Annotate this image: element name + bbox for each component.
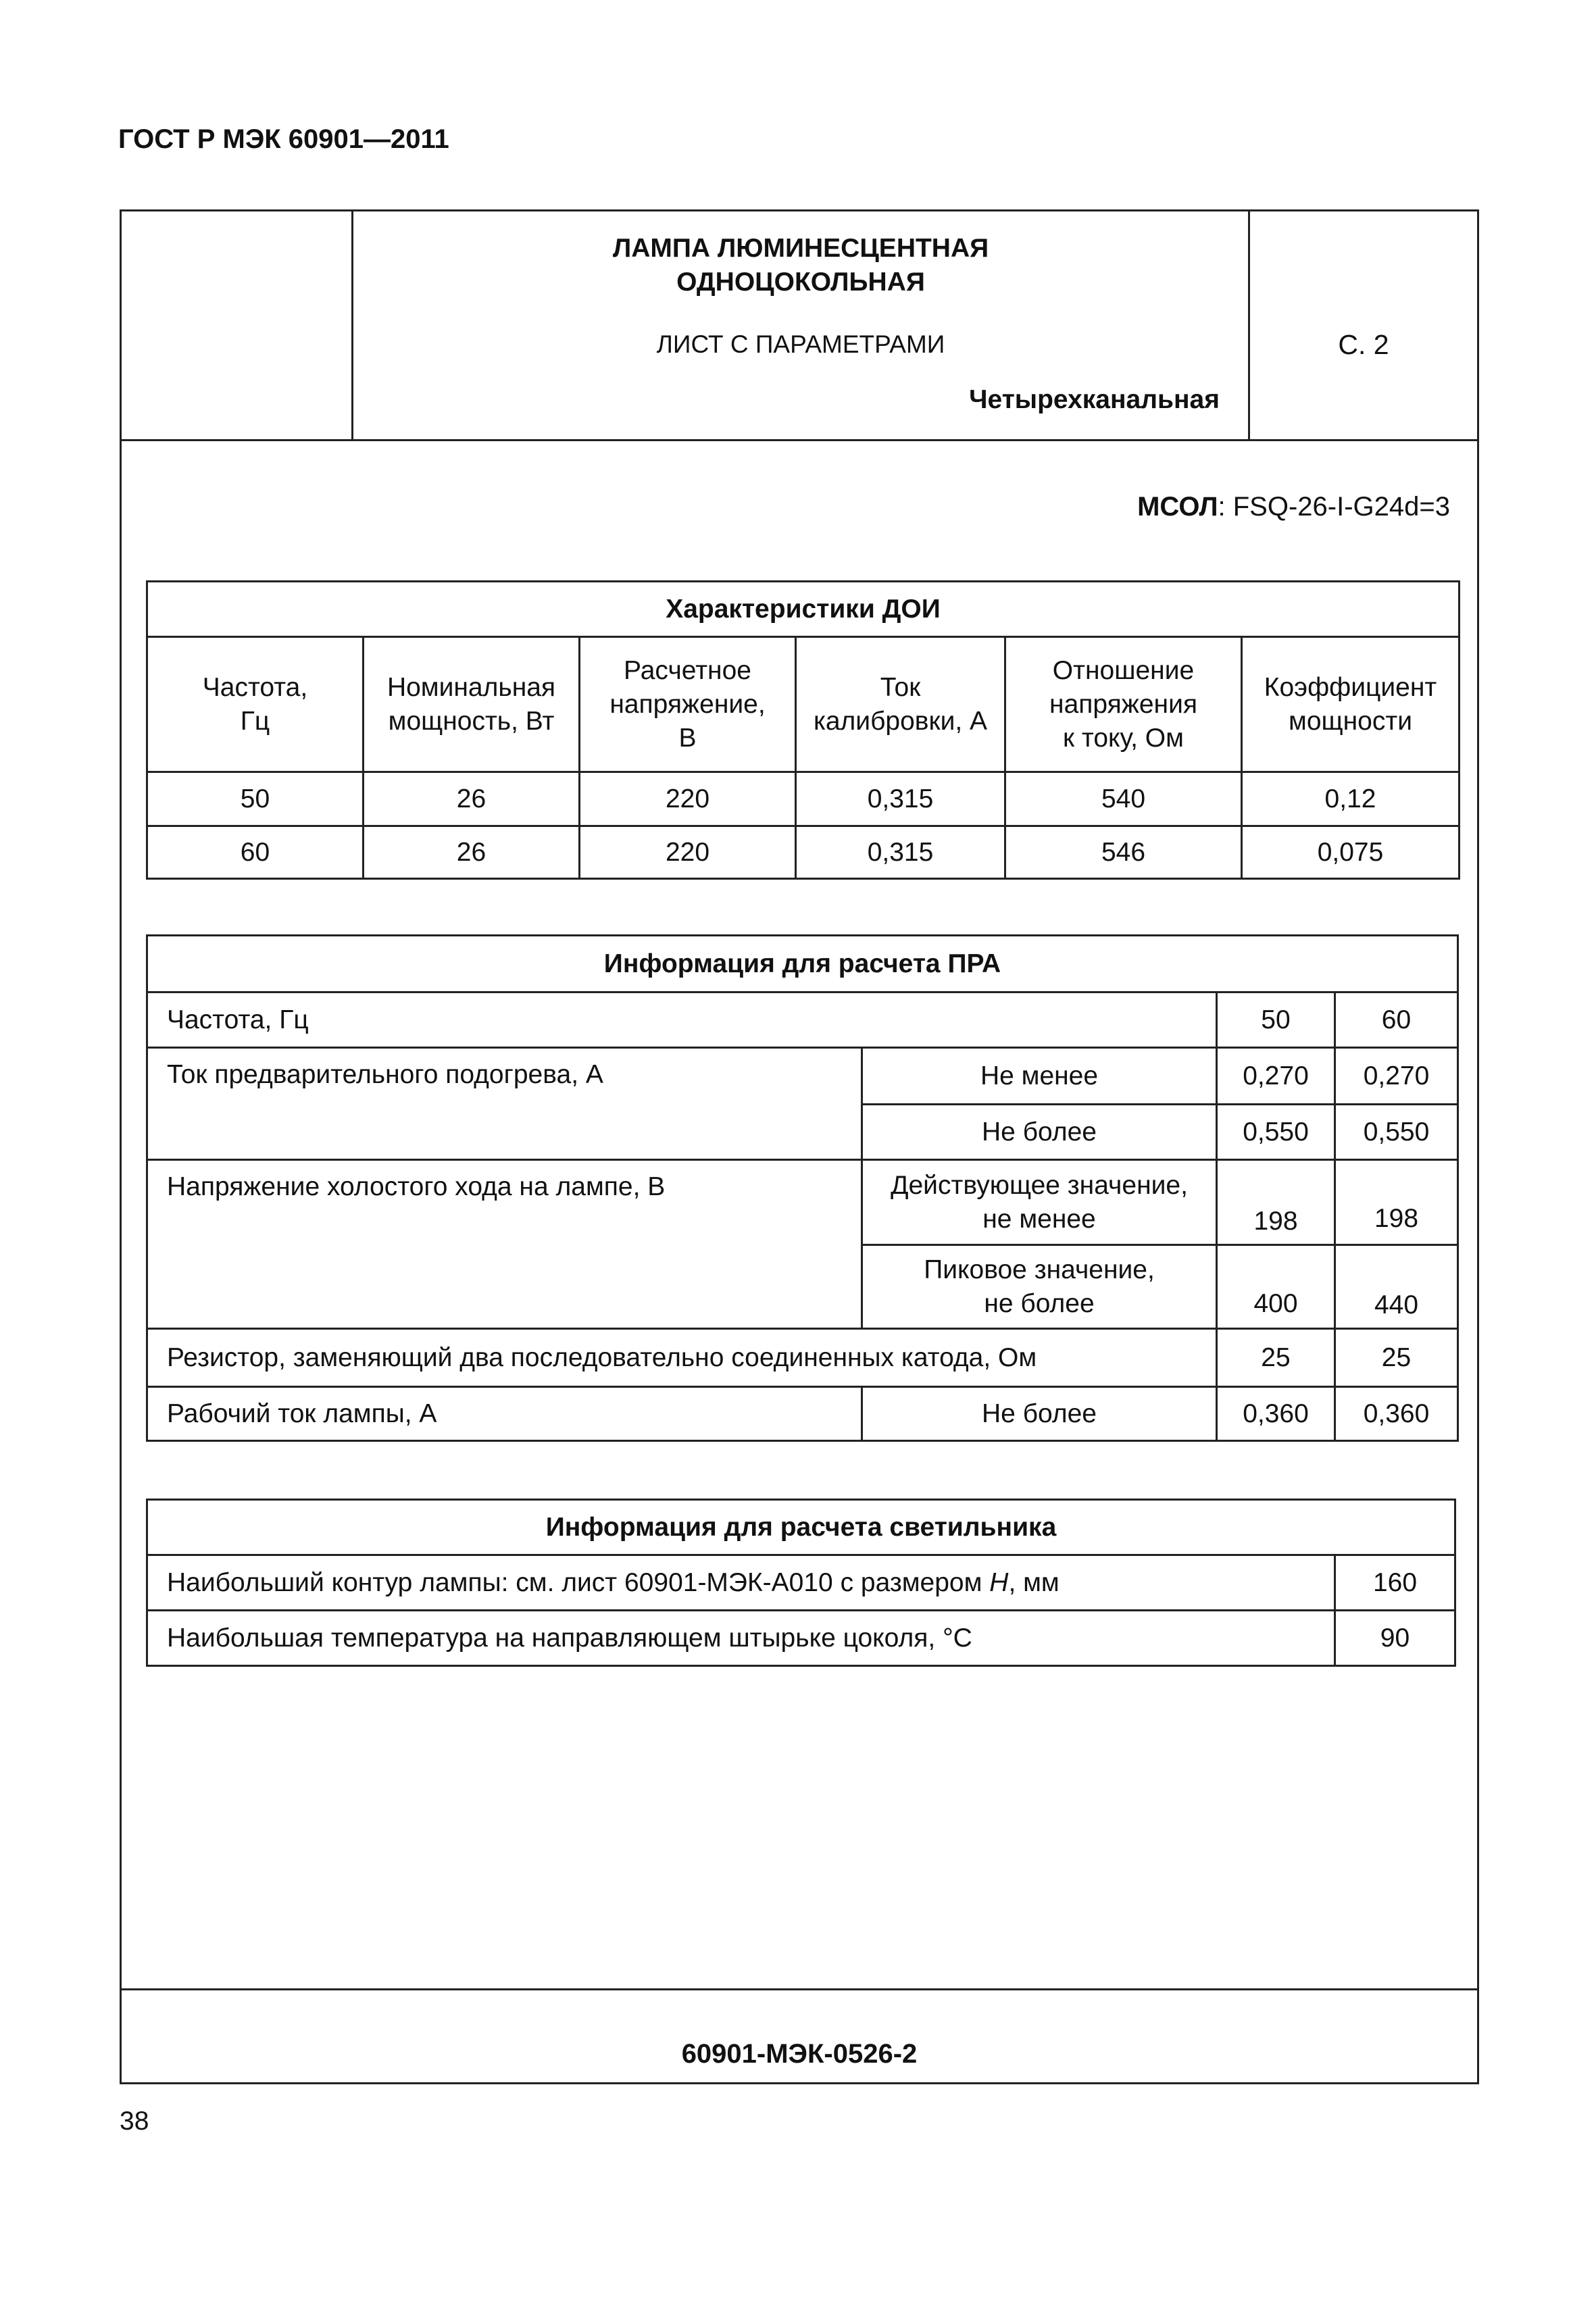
table-cell: 546 xyxy=(1005,826,1242,879)
lamp-title-line2: ОДНОЦОКОЛЬНАЯ xyxy=(676,268,925,297)
max-temperature-label: Наибольшая температура на направляющем штырьке цоколя, °С xyxy=(147,1611,1335,1666)
run-current-label: Рабочий ток лампы, А xyxy=(147,1387,862,1441)
sheet-frame xyxy=(120,209,1479,2084)
standard-code: ГОСТ Р МЭК 60901—2011 xyxy=(118,124,449,154)
footer-divider xyxy=(122,1988,1477,1990)
table-row xyxy=(147,992,1458,1048)
table-cell: 540 xyxy=(1005,772,1242,826)
doi-col-header: Номинальная мощность, Вт xyxy=(364,637,580,772)
max-contour-value: 160 xyxy=(1335,1555,1455,1611)
designation-value: : FSQ-26-I-G24d=3 xyxy=(1218,492,1450,522)
preheat-min-label: Не менее xyxy=(862,1048,1217,1105)
frequency-label: Частота, Гц xyxy=(147,992,1217,1048)
table-row xyxy=(147,1555,1455,1611)
table-cell: 60 xyxy=(147,826,364,879)
max-temperature-value: 90 xyxy=(1335,1611,1455,1666)
open-circuit-voltage-label: Напряжение холостого хода на лампе, В xyxy=(147,1160,862,1329)
table-cell: 0,315 xyxy=(796,826,1005,879)
doi-characteristics-table xyxy=(146,580,1460,880)
luminaire-info-table xyxy=(146,1499,1456,1667)
table-cell: 440 xyxy=(1335,1245,1458,1329)
title-block-divider xyxy=(122,439,1477,441)
page-ref: С. 2 xyxy=(1338,329,1389,360)
doi-table-title: Характеристики ДОИ xyxy=(147,582,1460,637)
lamp-title-line1: ЛАМПА ЛЮМИНЕСЦЕНТНАЯ xyxy=(612,234,989,263)
page-number: 38 xyxy=(120,2107,149,2136)
table-row xyxy=(147,1387,1458,1441)
table-cell: 400 xyxy=(1217,1245,1335,1329)
table-cell: 198 xyxy=(1217,1160,1335,1245)
sheet-code: 60901-МЭК-0526-2 xyxy=(681,2039,918,2069)
table-cell: 0,075 xyxy=(1242,826,1460,879)
doi-col-header: Расчетное напряжение, В xyxy=(580,637,796,772)
table-cell: 0,270 xyxy=(1217,1048,1335,1105)
table-cell: 0,315 xyxy=(796,772,1005,826)
designation-label: МСОЛ xyxy=(1137,492,1218,522)
preheat-max-label: Не более xyxy=(862,1105,1217,1160)
table-row xyxy=(147,826,1460,879)
run-current-cond: Не более xyxy=(862,1387,1217,1441)
table-cell: 0,360 xyxy=(1217,1387,1335,1441)
table-row xyxy=(147,1329,1458,1387)
table-cell: 220 xyxy=(580,826,796,879)
luminaire-table-title: Информация для расчета светильника xyxy=(147,1500,1455,1555)
doi-col-header: Коэффициент мощности xyxy=(1242,637,1460,772)
table-cell: 25 xyxy=(1217,1329,1335,1387)
table-cell: 198 xyxy=(1335,1160,1458,1245)
doi-col-header: Частота, Гц xyxy=(147,637,364,772)
table-cell: 0,12 xyxy=(1242,772,1460,826)
ocv-peak-label: Пиковое значение, не более xyxy=(862,1245,1217,1329)
frequency-50: 50 xyxy=(1217,992,1335,1048)
doi-col-header: Отношение напряжения к току, Ом xyxy=(1005,637,1242,772)
doi-col-header: Ток калибровки, А xyxy=(796,637,1005,772)
ballast-info-table xyxy=(146,934,1459,1442)
table-cell: 0,550 xyxy=(1217,1105,1335,1160)
table-cell: 25 xyxy=(1335,1329,1458,1387)
table-row xyxy=(147,1611,1455,1666)
table-cell: 50 xyxy=(147,772,364,826)
table-row xyxy=(147,772,1460,826)
table-row xyxy=(147,1160,1458,1245)
title-block-right-divider xyxy=(1248,211,1250,439)
sheet-type: ЛИСТ С ПАРАМЕТРАМИ xyxy=(656,330,945,358)
table-cell: 0,550 xyxy=(1335,1105,1458,1160)
frequency-60: 60 xyxy=(1335,992,1458,1048)
table-cell: 0,270 xyxy=(1335,1048,1458,1105)
max-contour-label: Наибольший контур лампы: см. лист 60901-МЭК-А010 с размером H, мм xyxy=(147,1555,1335,1611)
table-cell: 26 xyxy=(364,772,580,826)
table-cell: 0,360 xyxy=(1335,1387,1458,1441)
table-row xyxy=(147,1048,1458,1105)
table-cell: 26 xyxy=(364,826,580,879)
table-cell: 220 xyxy=(580,772,796,826)
ocv-rms-label: Действующее значение, не менее xyxy=(862,1160,1217,1245)
lamp-variant: Четырехканальная xyxy=(969,385,1220,414)
preheat-current-label: Ток предварительного подогрева, А xyxy=(147,1048,862,1160)
resistor-label: Резистор, заменяющий два последовательно соединенных катода, Ом xyxy=(147,1329,1217,1387)
ballast-table-title: Информация для расчета ПРА xyxy=(147,936,1458,992)
designation xyxy=(1137,490,1450,524)
